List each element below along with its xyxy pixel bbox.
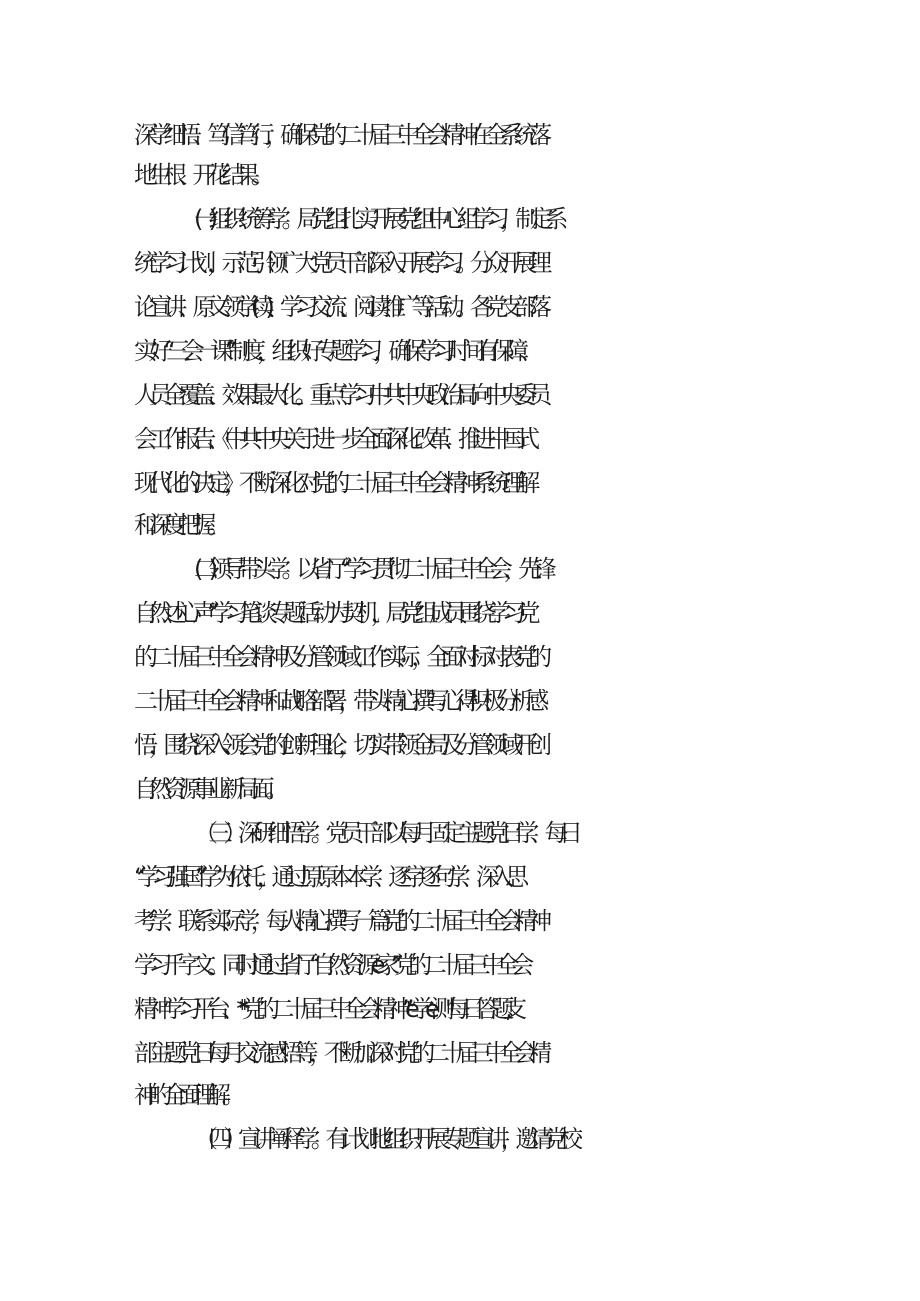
text-line: 悟，围绕深入领会党的创新理论，切实带领全局及分管领域开创	[134, 731, 543, 759]
text-line: 二十届三中全会精神和战略部署，带头精心撰写心得'积极分析感	[134, 687, 540, 715]
text-line: 部主题党日每月交流感悟等，不断加深对党的二十届三中全会精	[134, 1039, 543, 1067]
text-line: 神的全面理解。	[134, 1081, 237, 1109]
paragraph-4-first-line: （四）宣讲阐释学。有计划地组织开展专题宣讲，邀请党校	[194, 1125, 574, 1153]
text-line: 会工作报告、《中共中央关于进一步全面深化改革、推进中国式	[134, 425, 531, 453]
text-line: 人员全覆盖、效果最大化。重点学习中共中央政治局向中央委员	[134, 381, 543, 409]
text-line: 实好“三会一课”制度，组织好专题学习，确保学习时间有保障、	[134, 337, 535, 365]
text-line: 的二十届三中全会精神及分管领域工作实际，全面对标对表党的	[134, 643, 543, 671]
text-line: 自然资源事业新局面。	[134, 775, 280, 803]
text-line: 和深度把握。	[134, 511, 222, 539]
text-line: 自然述心声”学习笔谈专题活动为契机，局党组成员围绕学习党	[134, 599, 532, 627]
text-line: 现代化的决定》，不断深化对党的二十届三中全会精神系统理解	[134, 469, 531, 497]
paragraph-2-first-line: (二)领导带头学。以省厅“学习贯彻二十届三中全会，先锋	[194, 555, 548, 583]
paragraph-3-first-line: （三）深研细悟学。党员干部以每月固定主题党日学、每日	[194, 819, 574, 847]
text-line: 统学习计划，示范引领广大党员干部深入开展学习。分众开展理	[134, 249, 543, 277]
text-line: “学习强国”学为依托，通过原原本本学、逐字逐句学、深入思	[134, 863, 520, 891]
paragraph-1-first-line: (一)组织统筹学。局党组扎实开展党组中心组学习，制定系	[194, 205, 559, 233]
text-line: 考学、联系实际学，每人精心撰写一篇党的二十届三中全会精神	[134, 907, 543, 935]
text-line: 精神学习平台、**党的二十届三中全会精神”e学e测"每日答题,支	[134, 995, 518, 1023]
text-line: 深学细悟、笃信笃行，确保党的二十届三中全会精神在全系统落	[134, 121, 543, 149]
text-line: 论宣讲、原文领学(读)、学习交流、阅读推广等活动。各党支部落	[134, 293, 543, 321]
text-line: 学习千字文。同时通过省厅“自然资源e家”党的二十届三中全会	[134, 951, 526, 979]
text-line: 地生根、开花结果。	[134, 161, 266, 189]
